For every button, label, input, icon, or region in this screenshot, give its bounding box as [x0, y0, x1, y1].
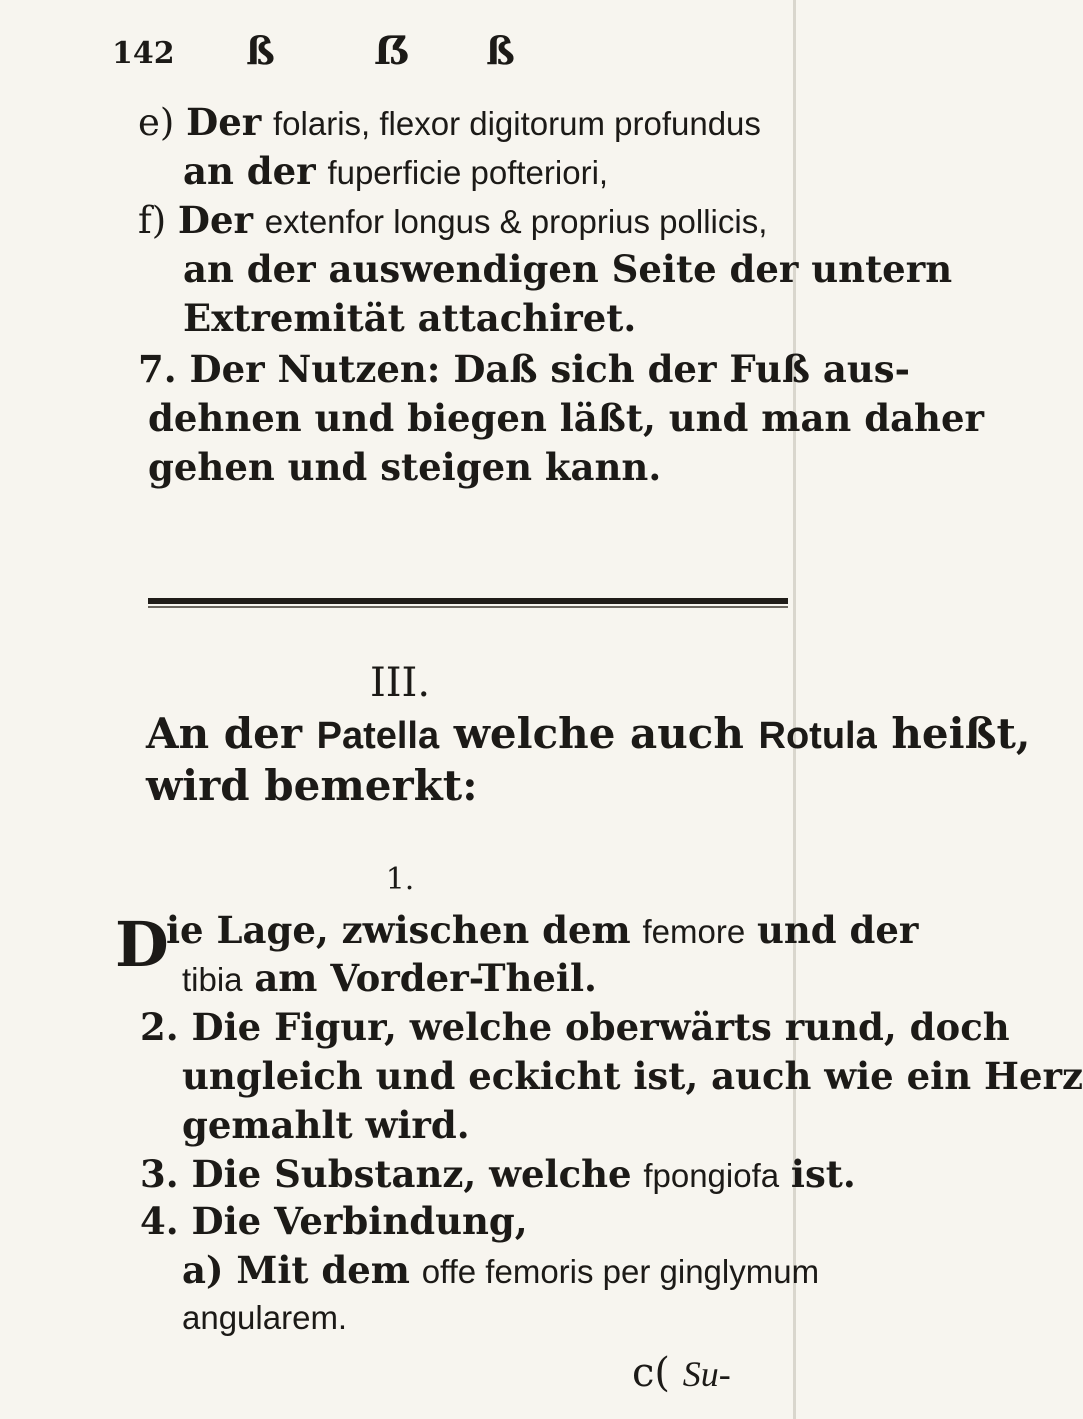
list-item2-line3: gemahlt wird.: [182, 1103, 470, 1147]
item4a-latin: offe femoris per ginglymum: [421, 1253, 820, 1290]
title-prefix: An der: [146, 709, 302, 758]
list-item2-line1: 2. Die Figur, welche oberwärts rund, doch: [140, 1005, 1010, 1049]
list-item4a-line2: angularem.: [182, 1299, 348, 1336]
title-middle: welche auch: [453, 709, 744, 758]
item-f-line2: an der auswendigen Seite der untern: [183, 247, 953, 291]
title-latin-patella: Patella: [316, 715, 440, 757]
list-number-1: 1.: [385, 862, 415, 897]
item3-latin: fpongiofa: [643, 1157, 780, 1194]
item-f-latin: extenfor longus & proprius pollicis,: [264, 203, 768, 240]
drop-cap: D: [115, 908, 169, 981]
section-title-line1: [146, 709, 1031, 758]
item-7-line3: gehen und steigen kann.: [148, 445, 662, 489]
header-ornament-right: ß: [486, 28, 515, 73]
item-e-line2: [183, 149, 608, 195]
item1-latin: femore: [642, 913, 746, 950]
item-f-line1: [138, 198, 767, 244]
list-item3: [140, 1152, 856, 1198]
item4a-text: a) Mit dem: [182, 1248, 410, 1292]
item-f-article: Der: [177, 198, 254, 242]
item-e-latin2: fuperficie pofteriori,: [327, 154, 609, 191]
section-rule-thin: [148, 606, 788, 608]
item1-text-a: ie Lage, zwischen dem: [166, 908, 631, 952]
list-item1-line1: [166, 908, 918, 954]
item-7-line1: 7. Der Nutzen: Daß sich der Fuß aus-: [138, 347, 910, 391]
list-item2-line2: ungleich und eckicht ist, auch wie ein Herz: [182, 1054, 1083, 1098]
section-title-line2: wird bemerkt:: [146, 761, 478, 810]
item-e-prefix: an der: [183, 149, 316, 193]
list-item1-line2: [182, 956, 597, 1002]
page-header: [0, 18, 800, 88]
catchword-a: c(: [632, 1350, 671, 1396]
page-number: 142: [112, 36, 175, 71]
item-e-line1: [138, 100, 761, 146]
item-7-line2: dehnen und biegen läßt, und man daher: [148, 396, 984, 440]
item-e-label: e): [138, 101, 175, 144]
item-e-article: Der: [186, 100, 262, 144]
header-ornament-left: ß: [246, 28, 275, 73]
item-f-line3: Extremität attachiret.: [183, 296, 637, 340]
list-item4: 4. Die Verbindung,: [140, 1199, 528, 1243]
item-f-label: f): [138, 199, 167, 242]
title-latin-rotula: Rotula: [758, 715, 877, 757]
catchword-b: Su-: [682, 1354, 731, 1394]
item1-latin-tibia: tibia: [182, 961, 243, 998]
catchword: [632, 1350, 731, 1396]
item3-suffix: ist.: [790, 1152, 856, 1196]
item3-text: 3. Die Substanz, welche: [140, 1152, 632, 1196]
item-e-latin: folaris, flexor digitorum profundus: [273, 105, 761, 142]
title-suffix: heißt,: [891, 709, 1031, 758]
page-edge: [793, 0, 796, 1419]
section-rule: [148, 598, 788, 604]
item1-text-c: am Vorder-Theil.: [254, 956, 597, 1000]
header-ornament-center: ẞ: [374, 28, 410, 73]
item1-text-b: und der: [756, 908, 919, 952]
section-numeral: III.: [369, 660, 431, 706]
list-item4a-line1: [182, 1248, 819, 1294]
